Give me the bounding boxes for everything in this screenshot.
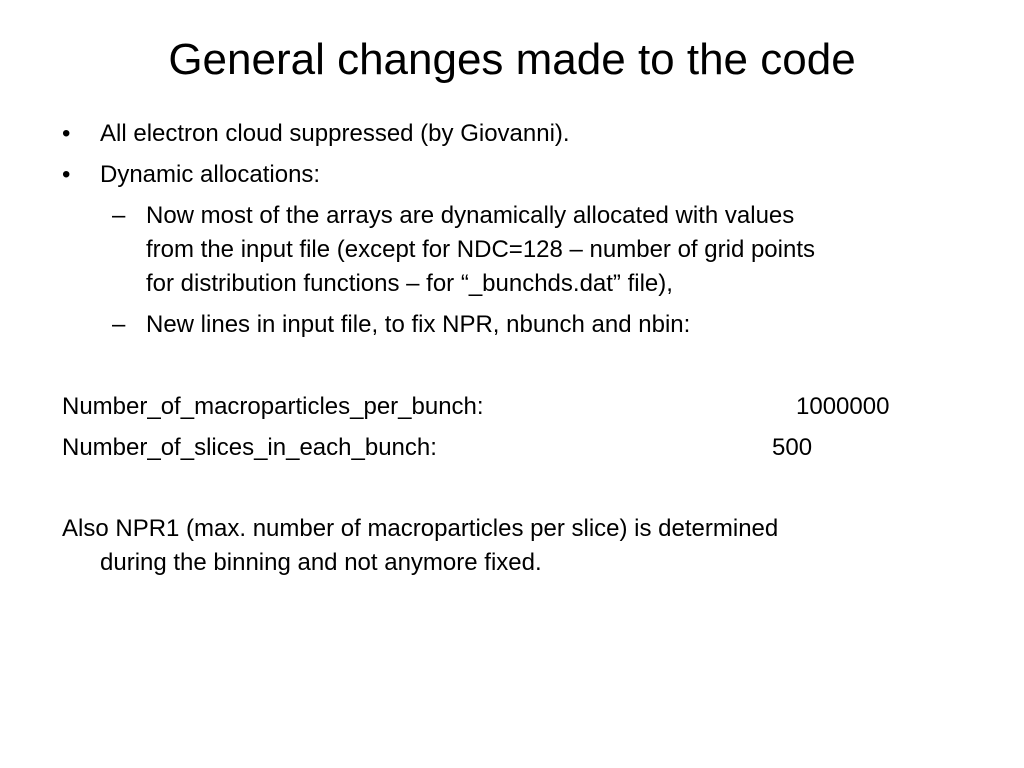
sub-bullet-line: for distribution functions – for “_bunchds.dat” file), (146, 270, 673, 297)
parameter-label: Number_of_slices_in_each_bunch: (62, 434, 437, 461)
sub-bullet-marker: – (112, 311, 126, 338)
slide-title: General changes made to the code (168, 35, 856, 84)
parameter-label: Number_of_macroparticles_per_bunch: (62, 393, 484, 420)
sub-bullet-line: Now most of the arrays are dynamically allocated with values (146, 202, 795, 229)
bullet-marker: • (62, 120, 71, 147)
note-text: Also NPR1 (max. number of macroparticles per slice) is determined (62, 515, 779, 542)
parameter-value: 1000000 (796, 393, 890, 420)
sub-bullet-marker: – (112, 202, 126, 229)
sub-bullet-line: from the input file (except for NDC=128 – number of grid points (146, 236, 815, 263)
note-text-continuation: during the binning and not anymore fixed. (100, 549, 542, 576)
bullet-marker: • (62, 161, 71, 188)
parameter-value: 500 (772, 434, 813, 461)
sub-bullet-text (146, 199, 946, 301)
sub-bullet-line: New lines in input file, to fix NPR, nbunch and nbin: (146, 311, 691, 338)
sub-bullet-text (146, 308, 946, 342)
bullet-text: Dynamic allocations: (100, 161, 321, 188)
bullet-text: All electron cloud suppressed (by Giovanni). (100, 120, 570, 147)
